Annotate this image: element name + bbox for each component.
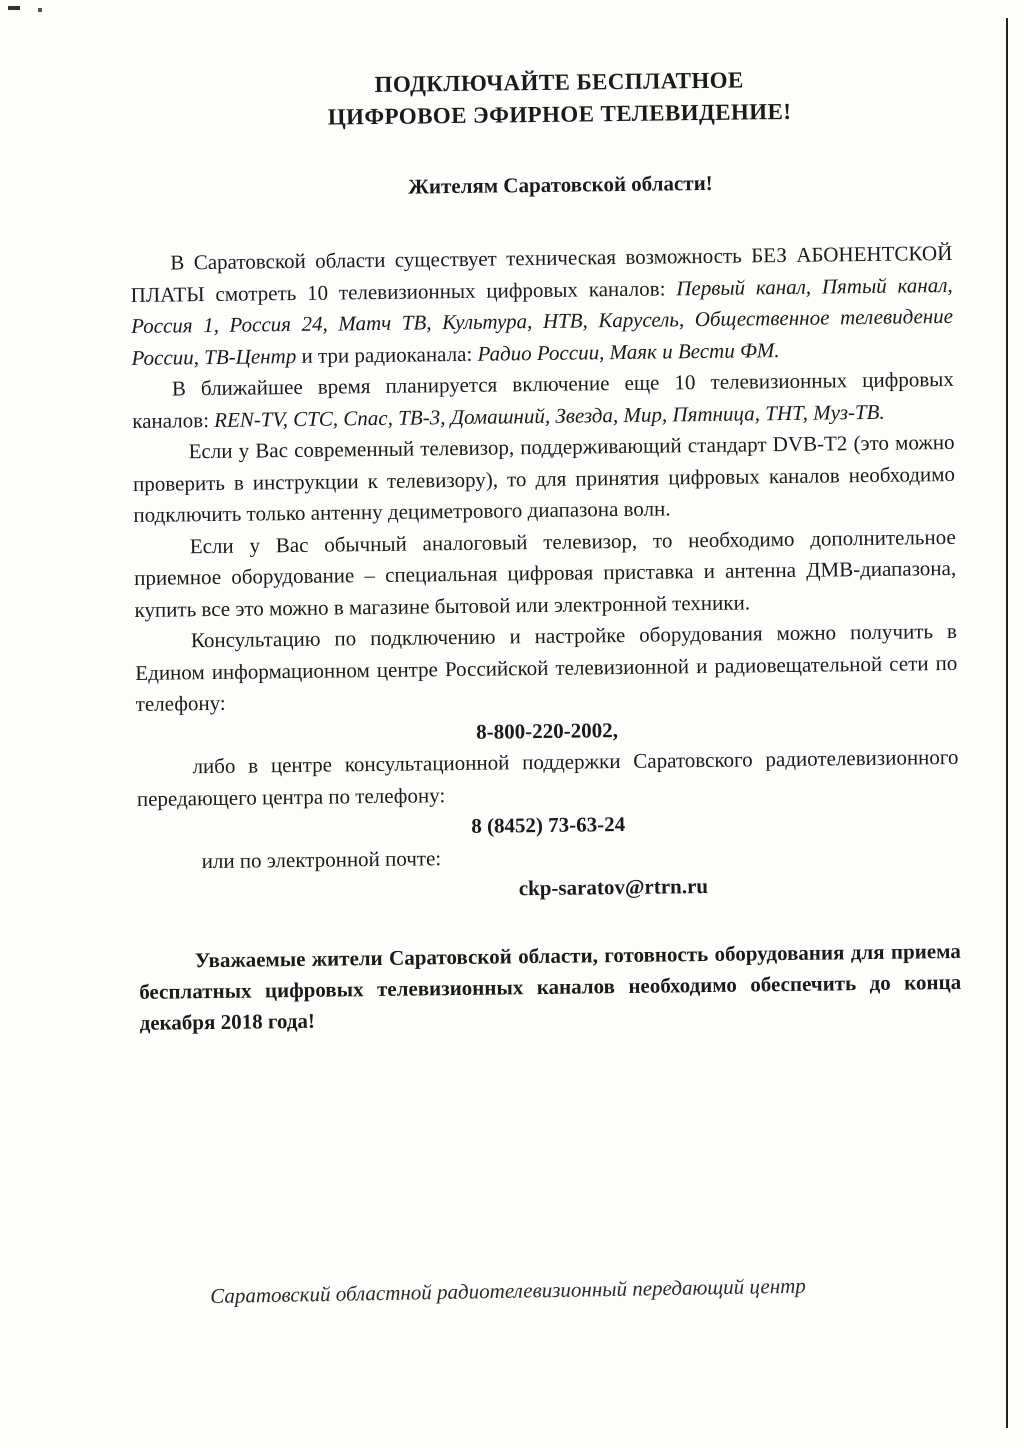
phone-support: 8 (8452) 73-63-24	[471, 811, 626, 838]
paragraph-upcoming-channels	[132, 364, 955, 437]
paragraph-text: и три радиоканала:	[296, 341, 478, 368]
paragraph-channels	[130, 238, 953, 374]
page-border-line	[1006, 18, 1008, 1428]
phone-hotline: 8-800-220-2002,	[476, 717, 619, 744]
document-subtitle: Жителям Саратовской области!	[407, 170, 713, 199]
channel-list: Первый канал, Пятый канал, Россия 1, Россия 24, Матч ТВ, Культура, НТВ, Карусель, Общественное телевидение России, ТВ-Центр	[130, 272, 954, 370]
paragraph-dvb-t2: Если у Вас современный телевизор, поддерживающий стандарт DVB-T2 (это можно проверить в инструкции к телевизору), то для принятия цифровых каналов необходимо подключить только антенну дециметрового диапазона волн.	[132, 429, 956, 527]
radio-list: Радио России, Маяк и Вести ФМ.	[477, 337, 780, 366]
document-body	[130, 238, 960, 909]
document-content	[128, 62, 962, 1059]
paragraph-support-center: либо в центре консультационной поддержки Саратовского радиотелевизионного передающего центра по телефону:	[136, 744, 959, 811]
title-line-2: ЦИФРОВОЕ ЭФИРНОЕ ТЕЛЕВИДЕНИЕ!	[327, 98, 792, 130]
paragraph-consultation: Консультацию по подключению и настройке оборудования можно получить в Едином информационном центре Российской телевизионной и радиовещательной сети по телефону:	[135, 618, 958, 716]
paragraph-text: В ближайшее время планируется включение еще 10 телевизионных цифровых каналов:	[132, 366, 954, 433]
paragraph-email-lead: или по электронной почте:	[201, 845, 442, 873]
paragraph-analog-tv: Если у Вас обычный аналоговый телевизор, то необходимо дополнительное приемное оборудование – специальная цифровая приставка и антенна ДМВ-диапазона, купить все это можно в магазине бытовой или электронной техники.	[134, 524, 957, 622]
title-line-1: ПОДКЛЮЧАЙТЕ БЕСПЛАТНОЕ	[374, 67, 744, 97]
signature-organization: Саратовский областной радиотелевизионный передающий центр	[210, 1273, 806, 1308]
scan-artifact	[8, 6, 20, 10]
upcoming-channel-list: REN-TV, СТС, Спас, ТВ-3, Домашний, Звезда, Мир, Пятница, ТНТ, Муз-ТВ.	[214, 399, 885, 432]
email-address: ckp-saratov@rtrn.ru	[518, 873, 709, 901]
deadline-notice: Уважаемые жители Саратовской области, готовность оборудования для приема бесплатных цифровых телевизионных каналов необходимо обеспечить до конца декабря 2018 года!	[139, 938, 962, 1035]
document-title	[168, 62, 951, 136]
scan-artifact	[38, 8, 42, 12]
paragraph-text: В Саратовской области существует техническая возможность БЕЗ АБОНЕНТСКОЙ ПЛАТЫ смотреть 10 телевизионных цифровых каналов:	[130, 240, 953, 307]
